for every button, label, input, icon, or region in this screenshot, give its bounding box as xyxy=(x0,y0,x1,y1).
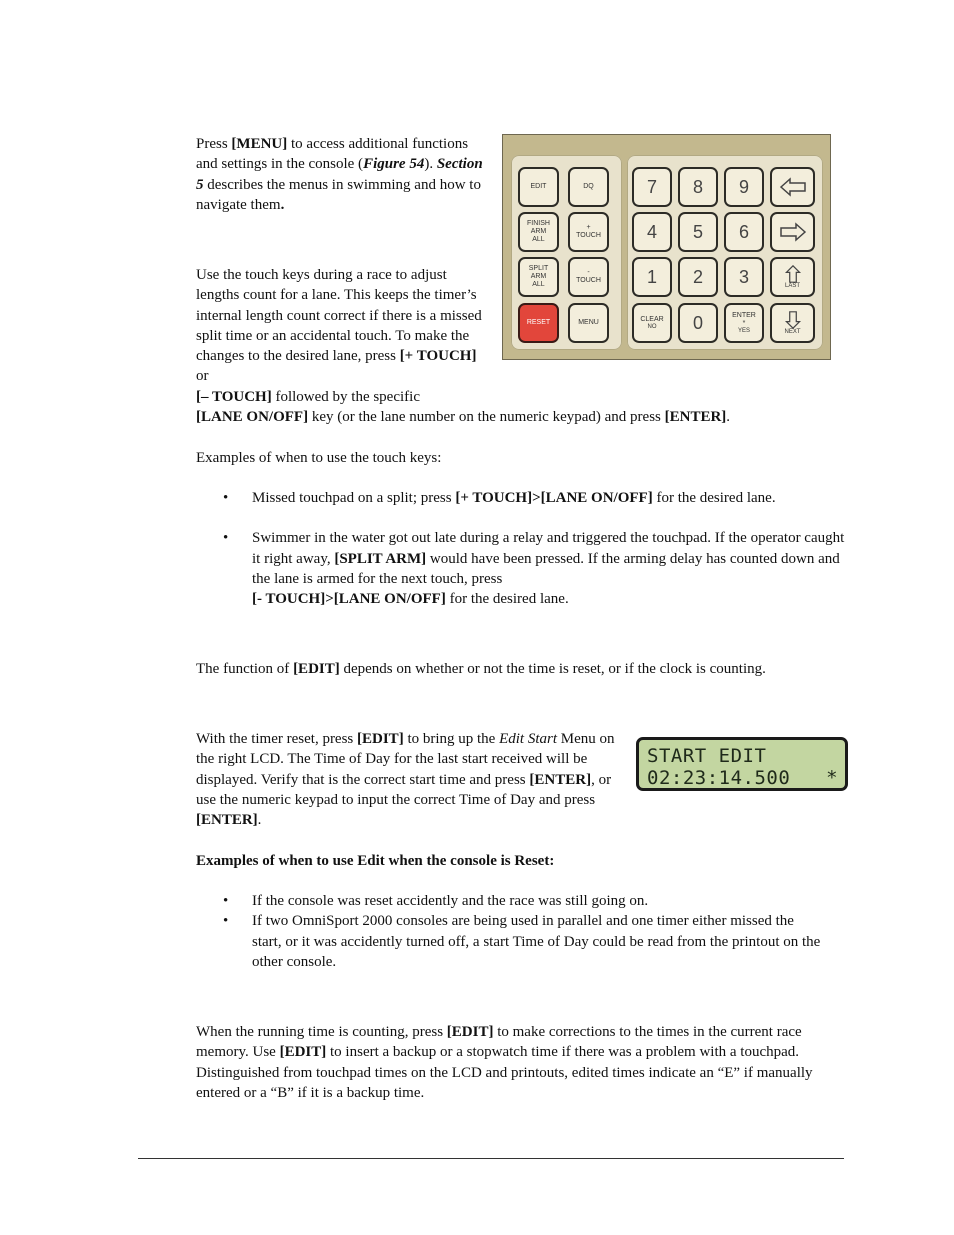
left-arrow-icon xyxy=(779,176,807,198)
split-arm-all-key: SPLIT ARM ALL xyxy=(518,257,559,297)
edit-key: EDIT xyxy=(518,167,559,207)
minus-touch-key: - TOUCH xyxy=(568,257,609,297)
footer-divider xyxy=(138,1158,844,1159)
reset-key: RESET xyxy=(518,303,559,343)
menu-paragraph: Press [MENU] to access additional functions and settings in the console (Figure 54). Section 5 describes the menus in swimming and how to navigate them. xyxy=(196,136,483,213)
touch-keys-paragraph: Use the touch keys during a race to adjust lengths count for a lane. This keeps the timer’s internal length count correct if there is a missed split time or an accidental touch. To make the changes to the desired lane, press [+ TOUCH] or [– TOUCH] followed by the specific xyxy=(196,267,482,405)
touch-examples-list xyxy=(196,488,846,609)
key-0: 0 xyxy=(678,303,718,343)
key-1: 1 xyxy=(632,257,672,297)
key-7: 7 xyxy=(632,167,672,207)
numeric-keys-panel xyxy=(627,155,823,350)
touch-keys-paragraph-end: [LANE ON/OFF] key (or the lane number on the numeric keypad) and press [ENTER]. xyxy=(196,409,731,425)
edit-reset-paragraph: With the timer reset, press [EDIT] to bring up the Edit Start Menu on the right LCD. The Time of Day for the last start received will be displayed. Verify that is the correct start time and press [ENTER], or use the numeric keypad to input the correct Time of Day and press [ENTER]. xyxy=(196,731,615,829)
key-9: 9 xyxy=(724,167,764,207)
left-arrow-key xyxy=(770,167,815,207)
right-arrow-key xyxy=(770,212,815,252)
down-arrow-icon xyxy=(779,311,807,329)
reset-examples-heading: Examples of when to use Edit when the console is Reset: xyxy=(196,853,555,869)
running-edit-paragraph: When the running time is counting, press [EDIT] to make corrections to the times in the current race memory. Use [EDIT] to insert a backup or a stopwatch time if there was a problem with a touchpad. Distinguished from touchpad times on the LCD and printouts, edited times indicate an “E” if manually entered or a “B” if it is a backup time. xyxy=(196,1024,813,1101)
menu-key: MENU xyxy=(568,303,609,343)
last-key: LAST xyxy=(770,257,815,297)
enter-yes-key: ENTER * YES xyxy=(724,303,764,343)
lcd-line-2: 02:23:14.500 * xyxy=(647,767,839,789)
edit-function-paragraph: The function of [EDIT] depends on whether or not the time is reset, or if the clock is counting. xyxy=(196,661,766,677)
key-3: 3 xyxy=(724,257,764,297)
function-keys-panel xyxy=(511,155,622,350)
dq-key: DQ xyxy=(568,167,609,207)
plus-touch-key: + TOUCH xyxy=(568,212,609,252)
key-8: 8 xyxy=(678,167,718,207)
key-2: 2 xyxy=(678,257,718,297)
touch-examples-intro: Examples of when to use the touch keys: xyxy=(196,450,442,466)
key-4: 4 xyxy=(632,212,672,252)
up-arrow-icon xyxy=(779,265,807,283)
key-5: 5 xyxy=(678,212,718,252)
start-edit-lcd xyxy=(636,737,848,791)
reset-examples-list xyxy=(196,891,821,972)
finish-arm-all-key: FINISH ARM ALL xyxy=(518,212,559,252)
clear-no-key: CLEAR NO xyxy=(632,303,672,343)
key-6: 6 xyxy=(724,212,764,252)
right-arrow-icon xyxy=(779,221,807,243)
lcd-line-1: START EDIT xyxy=(647,745,767,767)
list-item: • If the console was reset accidently and the race was still going on. xyxy=(196,891,821,911)
list-item: • If two OmniSport 2000 consoles are being used in parallel and one timer either missed the start, or it was accidently turned off, a start Time of Day could be read from the printout on the other console. xyxy=(196,911,821,972)
list-item: • Swimmer in the water got out late during a relay and triggered the touchpad. If the operator caught it right away, [SPLIT ARM] would have been pressed. If the arming delay has counted down and the lane is armed for the next touch, press [- TOUCH]>[LANE ON/OFF] for the desired lane. xyxy=(196,528,846,609)
console-keypad-photo xyxy=(502,134,831,360)
next-key: NEXT xyxy=(770,303,815,343)
list-item: • Missed touchpad on a split; press [+ TOUCH]>[LANE ON/OFF] for the desired lane. xyxy=(196,488,846,508)
